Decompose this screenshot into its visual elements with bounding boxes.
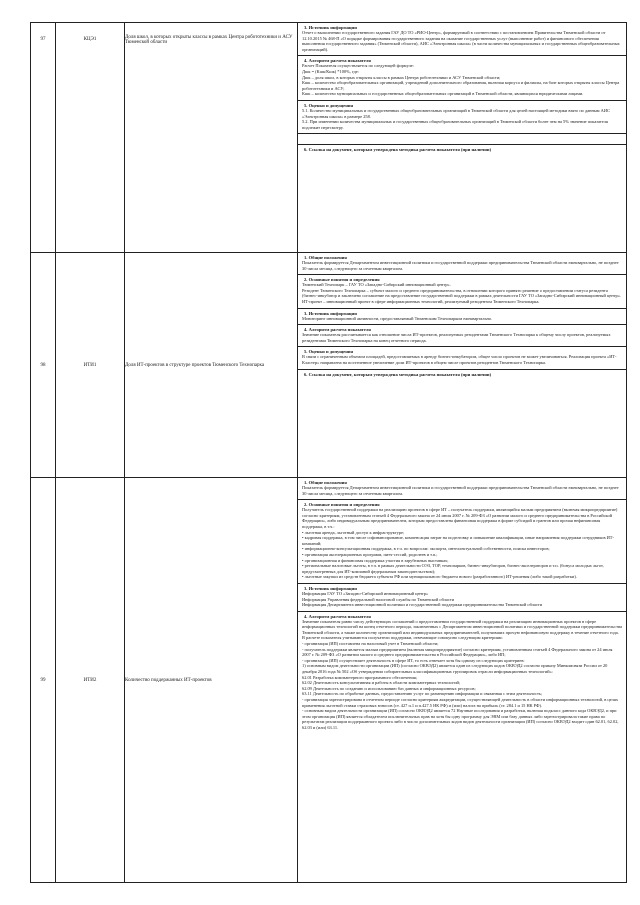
- indicator-code: КЦЭ1: [56, 23, 125, 253]
- section-body: Показатель формируется Департаментом инвестиционной политики и государственной поддержки предпринимательства Тюменской области ежеквартально, не позднее 30 числа месяца, следующего за отчетным кварталом.: [302, 260, 620, 271]
- table-row: [31, 478, 627, 883]
- methodology-cell: [298, 23, 627, 253]
- section-title: 1. Общие положения: [304, 480, 347, 485]
- methodology-section: [298, 145, 626, 155]
- section-body: Тюменский Технопарк – ГАУ ТО «Западно-Сибирский инновационный центр». Резидент Тюменского Технопарка – субъект малого и среднего предпринимательства, в отношении которого принято решение о предоставлении статуса резидента (бизнес-инкубатор и заключено соглашение на предоставление государственной поддержки в рамках деятельности ГАУ ТО «Западно-Сибирский инновационный центр». ИТ-проект – инновационный проект в сфере информационных технологий, реализуемый резидентом Тюменского Технопарка.: [302, 282, 622, 304]
- methodology-cell: [298, 478, 627, 883]
- methodology-section: [298, 612, 626, 734]
- section-title: 4. Алгоритм расчета показателя: [304, 58, 371, 64]
- section-body: Мониторинг инновационной активности, предоставляемый Тюменским Технопарком ежеквартально.: [302, 315, 493, 321]
- section-body: В связи с ограниченным объемом площадей, предоставляемых в аренду бизнес-инкубатором, общее число проектов не может увеличиваться. Реализация проекта «ИТ-Кластер» направлена на постепенное увеличение доли ИТ-проектов в общем числе проектов резидентов Тюменского Технопарка.: [302, 354, 617, 365]
- methodology-section: [298, 347, 626, 369]
- table-row: [31, 253, 627, 478]
- methodology-section: [298, 370, 626, 380]
- indicator-name: Количество поддержанных ИТ-проектов: [125, 478, 298, 883]
- row-number: 98: [31, 253, 56, 478]
- indicator-code: ИТИ2: [56, 478, 125, 883]
- section-body: Расчет Показателя осуществляется по следующей формуле: Дшк = (Кшк/Кшк) *100%, где: Дшк – доля школ, в которых открыты классы в рамках Центра робототехники и АСУ Тюменской области; Кшк – количество общеобразовательных организаций, учреждений дополнительного образования, включая корпуса и филиалы, на базе которых открыты классы Центра робототехники и АСУ; Кшк – количество муниципальных и государственных общеобразовательных организаций в Тюменской области, являющихся юридическими лицами.: [302, 63, 620, 97]
- section-body: Получатель государственной поддержки на реализацию проектов в сфере ИТ – получатель поддержки, являющийся малым предприятием (включая микропредприятие) согласно критериям, установленным статьей 4 Федерального закона от 24 июля 2007 г. № 209-ФЗ «О развитии малого и среднего предпринимательства в Российской Федерации», либо индивидуальным предпринимателем, которым предоставлена финансовая поддержка в форме субсидий и грантов или прочая нефинансовая поддержка, в т.ч.: • льготная аренда, льготный доступ к инфраструктуре; • кадровая поддержка, в том числе софинансирование, компенсация затрат на подготовку и повышение квалификации, иные направления поддержки сотрудников ИТ-компаний; • информационно-консультационная поддержка, в т.ч. по вопросам: экспорта, интеллектуальной собственности, поиска инвесторов; • организация акселерационных программ, питч-сессий, родплеев и т.п.; • организационная и финансовая поддержка участия в зарубежных выставках; • региональные налоговые льготы, в т.ч. в рамках деятельности ОЭЗ, ТОР, технопарков, бизнес-инкубаторов, бизнес-акселераторов и т.п. (бонуса молодых льгот, предусмотренных для ИТ-компаний федеральным законодательством); • льготные закупки из средств бюджета субъекта РФ или муниципального бюджета нового (разработанного) ИТ-решения (либо такой разработки).: [302, 507, 618, 580]
- methodology-section: [298, 253, 626, 275]
- row-number: 99: [31, 478, 56, 883]
- methodology-section: [298, 101, 626, 134]
- section-body: Отчет о выполнении государственного задания ГАУ ДО ТО «РИО-Центр», формируемый в соответствии с постановлением Правительства Тюменской области от 12.10.2015 № 468-П «О порядке формирования государственного задания на оказание государственных услуг (выполнение работ) и финансового обеспечения выполнения государственного задания» (Тюменской области), АИС «Электронная школа» (в части количества муниципальных и государственных общеобразовательных организаций).: [302, 30, 621, 52]
- section-title: 1. Общие положения: [304, 255, 347, 260]
- section-title: 3. Источник информации: [304, 25, 357, 30]
- section-title: 4. Алгоритм расчета показателя: [304, 613, 371, 619]
- section-title: 6. Ссылка на документ, которым утверждена методика расчета показателя (при наличии): [304, 147, 492, 153]
- section-body: Значение показателя рассчитывается как отношение числа ИТ-проектов, реализуемых резидентами Тюменского Технопарка к общему числу проектов, реализуемых резидентами Тюменского Технопарка на конец отчетного периода.: [302, 332, 612, 343]
- section-title: 2. Основные понятия и определения: [304, 502, 380, 508]
- methodology-section: [298, 56, 626, 101]
- methodology-section: [298, 500, 626, 584]
- row-number: 97: [31, 23, 56, 253]
- methodology-section: [298, 275, 626, 308]
- methodology-section: [298, 325, 626, 347]
- methodology-section: [298, 134, 626, 145]
- methodology-section: [298, 309, 626, 326]
- section-title: 3. Источник информации: [304, 585, 357, 591]
- indicator-code: ИТИ1: [56, 253, 125, 478]
- methodology-cell: [298, 253, 627, 478]
- section-body: 5.1. Количество муниципальных и государственных общеобразовательных организаций в Тюменской области для целей настоящей методики взято по данным АИС «Электронная школа» в размере 258. 5.2. При изменении количества муниципальных и государственных общеобразовательных организаций в Тюменской области более чем на 5% значение показателя подлежит пересмотру.: [302, 107, 610, 130]
- methodology-section: [298, 23, 626, 56]
- methodology-section: [298, 584, 626, 612]
- section-title: 2. Основные понятия и определения: [304, 277, 380, 283]
- section-title: 6. Ссылка на документ, которым утверждена методика расчета показателя (при наличии): [304, 371, 492, 377]
- section-body: Информация ГАУ ТО «Западно-Сибирский инновационный центр» Информация Управления федеральной налоговой службы по Тюменской области Информация Департамента инвестиционной политики и государственной поддержки предпринимательства Тюменской области: [302, 590, 543, 608]
- section-title: 4. Алгоритм расчета показателя: [304, 327, 371, 333]
- indicators-table: [30, 22, 627, 883]
- table-row: [31, 23, 627, 253]
- indicator-name: Доля школ, в которых открыты классы в рамках Центра робототехники и АСУ Тюменской области: [125, 23, 298, 253]
- methodology-section: [298, 478, 626, 500]
- section-body: Значение показателя равно числу действующих соглашений о предоставлении государственной поддержки на реализацию инновационных проектов в сфере информационных технологий на конец отчетного периода, заключенных с Департаментом инвестиционной политики и государственной поддержки предпринимательства Тюменской области, а также количеству организаций или индивидуальных предпринимателей, получивших прочую нефинансовую поддержку в течение отчетного года. В расчете показателя учитываются получатели поддержки, отвечающие совокупно следующим критериям: - организация (ИП) поставлена на налоговый учет в Тюменской области; - получатель поддержки является малым предприятием (включая микропредприятие) согласно критериям, установленным статьей 4 Федерального закона от 24 июля 2007 г. № 209-ФЗ «О развитии малого и среднего предпринимательства в Российской Федерации», либо ИП; - организация (ИП) осуществляет деятельность в сфере ИТ, то есть отвечает хотя бы одному из следующих критериев: 1) основным видом деятельности организации (ИП) (согласно ОКВЭД2) является один из следующих кодов ОКВЭД2 согласно приказу Минкомсвязи России от 20 декабря 2016 года № 502 «Об утверждении собирательных классификационных группировок отрасли информационных технологий»: 62.01 Разработка компьютерного программного обеспечения; 62.02 Деятельность консультативная и работы в области компьютерных технологий; 62.09 Деятельность по созданию и использованию баз данных и информационных ресурсов; 63.11 Деятельность по обработке данных, предоставлению услуг по размещению информации и связанная с этим деятельность; - организация зарегистрирована в отчетном периоде согласно критериям аккредитации, осуществляющей деятельность в области информационных технологий, в целях применения льготной ставки страховых взносов (ст. 427 п.1 и п.427.5 НК РФ) и (или) налога на прибыль (ст. 284.1 и 15 НК РФ). - основным видом деятельности организации (ИП) согласно ОКВЭД2 является 72 Научные исследования и разработки, включая подкласс данного кода ОКВЭД2, и при этом организация (ИП) является обладателем исключительных прав на хотя бы одну программу для ЭВМ или базу данных либо зарегистрировала такие права по результатам реализации поддержанного проекта либо в число дополнительных кодов видов деятельности организации (ИП) согласно ОКВЭД2 входит один 62.01, 62.02, 62.03 и (или) 63.11.: [302, 618, 622, 730]
- section-title: 3. Источник информации: [304, 310, 357, 316]
- section-body: Показатель формируется Департаментом инвестиционной политики и государственной поддержки предпринимательства Тюменской области ежеквартально, не позднее 30 числа месяца, следующего за отчетным кварталом.: [302, 485, 620, 496]
- section-title: 5. Оценки и допущения: [304, 102, 353, 108]
- indicator-name: Доля ИТ-проектов в структуре проектов Тюменского Технопарка: [125, 253, 298, 478]
- section-title: 5. Оценки и допущения: [304, 349, 353, 355]
